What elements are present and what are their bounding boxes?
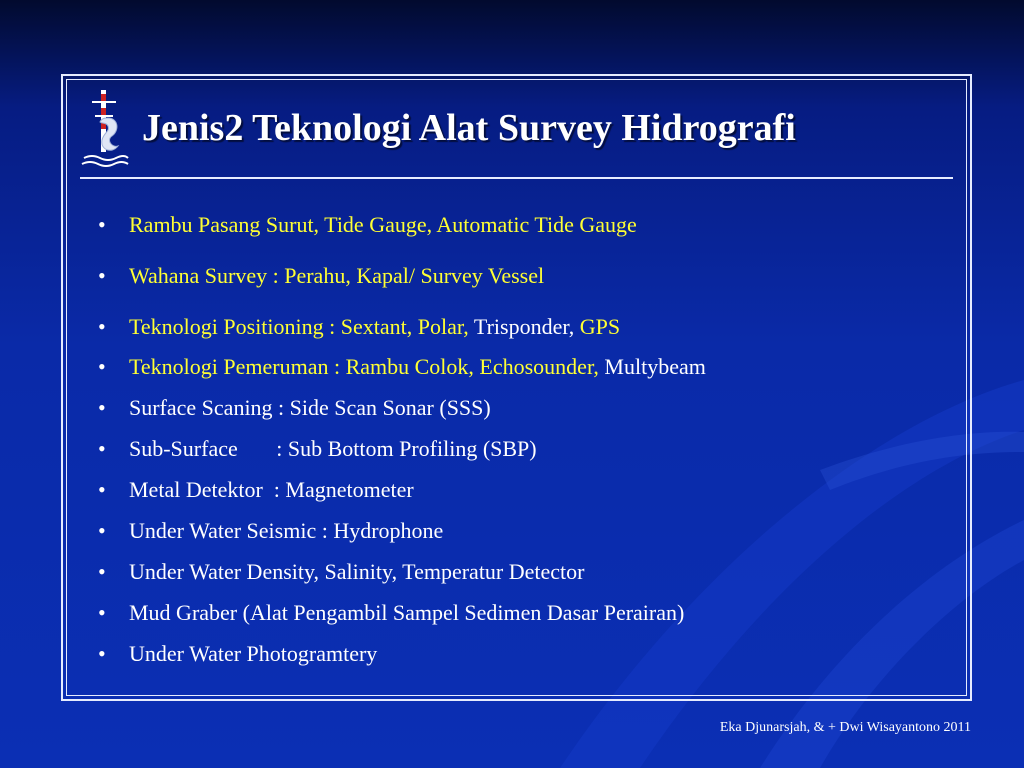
bullet-text: Under Water Photogramtery: [129, 641, 378, 666]
bullet-text: GPS: [579, 314, 621, 339]
list-item: [98, 212, 637, 238]
list-item: [98, 314, 620, 340]
bullet-text: Teknologi Pemeruman : Rambu Colok, Echosounder,: [129, 354, 605, 379]
bullet-marker: •: [98, 212, 106, 237]
bullet-marker: •: [98, 395, 106, 420]
list-item: [98, 395, 491, 421]
list-item: [98, 518, 443, 544]
list-item: [98, 641, 377, 667]
hydrographic-seahorse-logo-icon: [78, 88, 130, 170]
bullet-marker: •: [98, 559, 106, 584]
bullet-text: Wahana Survey : Perahu, Kapal/ Survey Vessel: [129, 263, 545, 288]
bullet-marker: •: [98, 641, 106, 666]
bullet-text: Sub-Surface : Sub Bottom Profiling (SBP): [129, 436, 537, 461]
bullet-marker: •: [98, 518, 106, 543]
list-item: [98, 436, 537, 462]
bullet-text: Under Water Density, Salinity, Temperatur Detector: [129, 559, 585, 584]
list-item: [98, 559, 585, 585]
bullet-text: Metal Detektor : Magnetometer: [129, 477, 414, 502]
bullet-text: Under Water Seismic : Hydrophone: [129, 518, 444, 543]
bullet-text: Trisponder,: [473, 314, 580, 339]
list-item: [98, 477, 414, 503]
bullet-text: Multybeam: [604, 354, 706, 379]
bullet-text: Surface Scaning : Side Scan Sonar (SSS): [129, 395, 491, 420]
footer-credit: Eka Djunarsjah, & + Dwi Wisayantono 2011: [719, 720, 971, 735]
bullet-marker: •: [98, 600, 106, 625]
bullet-marker: •: [98, 354, 106, 379]
bullet-marker: •: [98, 477, 106, 502]
bullet-text: Rambu Pasang Surut, Tide Gauge, Automatic Tide Gauge: [129, 212, 637, 237]
bullet-marker: •: [98, 314, 106, 339]
bullet-text: Mud Graber (Alat Pengambil Sampel Sedimen Dasar Perairan): [129, 600, 685, 625]
title-divider: [80, 177, 953, 179]
list-item: [98, 263, 544, 289]
bullet-marker: •: [98, 263, 106, 288]
list-item: [98, 600, 684, 626]
slide-title: Jenis2 Teknologi Alat Survey Hidrografi: [142, 107, 796, 149]
bullet-marker: •: [98, 436, 106, 461]
bullet-text: Teknologi Positioning : Sextant, Polar,: [129, 314, 474, 339]
list-item: [98, 354, 706, 380]
